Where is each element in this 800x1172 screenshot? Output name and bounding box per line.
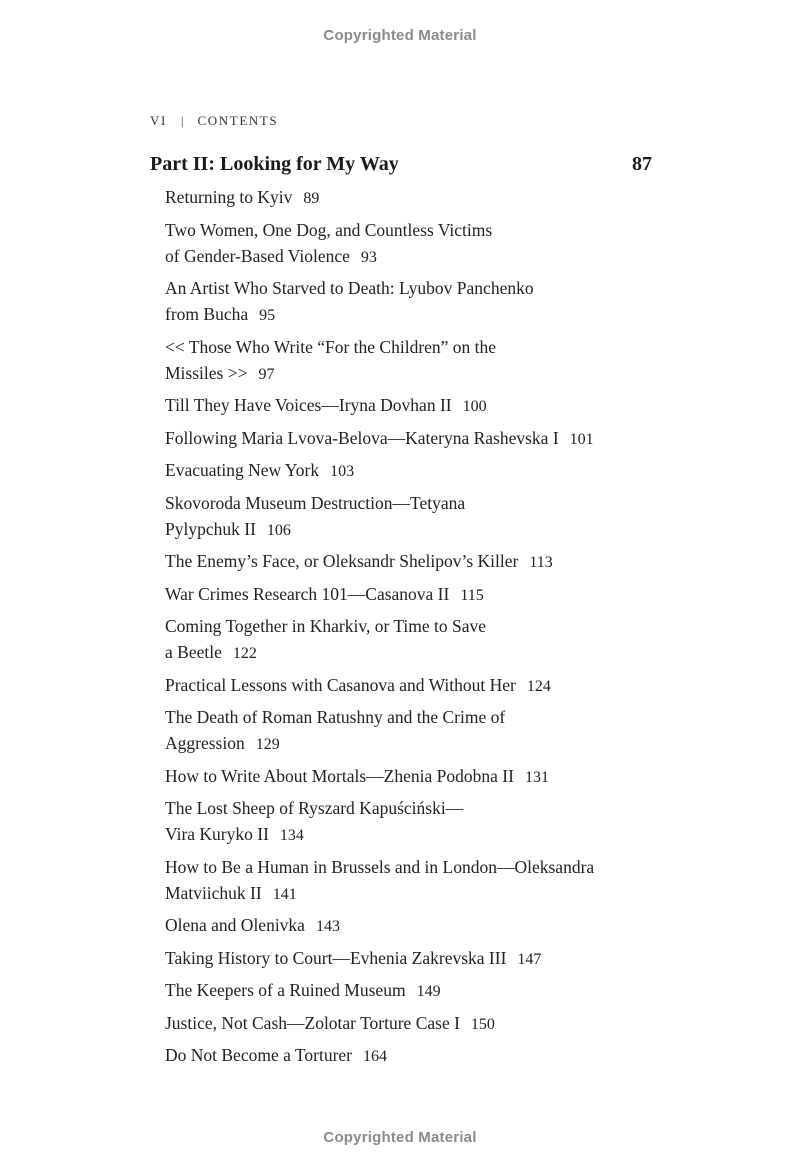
entry-title-line: An Artist Who Starved to Death: Lyubov Panchenko: [165, 278, 534, 298]
entry-page-number: 134: [279, 827, 304, 844]
entry-title-line: Taking History to Court—Evhenia Zakrevska III: [165, 947, 507, 968]
entry-page-number: 131: [524, 768, 549, 786]
contents-entry: [165, 613, 665, 667]
entry-page-number: 106: [266, 521, 291, 539]
entry-title-line: Following Maria Lvova-Belova—Kateryna Rashevska I: [165, 427, 559, 448]
entry-page-number: 150: [470, 1015, 495, 1033]
entry-title-line: How to Be a Human in Brussels and in London—Oleksandra: [165, 856, 595, 877]
contents-entry: [165, 457, 665, 485]
entry-page-number: 115: [460, 586, 484, 604]
running-head-label: CONTENTS: [197, 113, 279, 128]
entry-title-line: Skovoroda Museum Destruction—Tetyana: [165, 492, 466, 513]
contents-entry: [165, 425, 665, 453]
contents-entry: [165, 704, 665, 758]
entry-page-number: 164: [363, 1048, 388, 1065]
entry-title-line: Pylypchuk II: [165, 518, 256, 539]
contents-entry: [165, 795, 665, 849]
entry-page-number: 100: [462, 398, 487, 415]
entry-page-number: 113: [529, 554, 553, 571]
contents-entry: [165, 945, 665, 973]
contents-entry: [165, 854, 665, 908]
entry-page-number: 97: [258, 365, 275, 383]
entry-page-number: 103: [330, 463, 355, 480]
contents-entry: [165, 1042, 665, 1070]
contents-entry: [165, 672, 665, 700]
running-head: [150, 113, 278, 129]
contents-list: [165, 184, 665, 1075]
entry-page-number: 101: [569, 430, 594, 448]
contents-entry: [165, 184, 665, 212]
contents-entry: [165, 548, 665, 576]
entry-title-line: Olena and Olenivka: [165, 915, 305, 935]
entry-page-number: 141: [272, 885, 297, 903]
entry-title-line: Matviichuk II: [165, 882, 262, 903]
entry-title-line: Coming Together in Kharkiv, or Time to Save: [165, 616, 487, 636]
contents-entry: [165, 275, 665, 329]
copyright-watermark-top: Copyrighted Material: [323, 27, 477, 44]
entry-title-line: Two Women, One Dog, and Countless Victims: [165, 219, 493, 240]
contents-entry: [165, 1010, 665, 1038]
entry-title-line: a Beetle: [165, 642, 222, 662]
contents-entry: [165, 912, 665, 940]
entry-title-line: The Enemy’s Face, or Oleksandr Shelipov’s Killer: [165, 551, 519, 571]
entry-title-line: Till They Have Voices—Iryna Dovhan II: [165, 395, 452, 415]
entry-page-number: 122: [232, 645, 257, 662]
entry-title-line: Aggression: [165, 733, 245, 753]
entry-page-number: 129: [255, 736, 280, 753]
entry-page-number: 93: [360, 248, 377, 266]
entry-title-line: Missiles >>: [165, 362, 248, 383]
contents-entry: [165, 581, 665, 609]
entry-title-line: Evacuating New York: [165, 460, 320, 480]
entry-page-number: 89: [303, 190, 320, 207]
part-heading: [150, 153, 652, 176]
running-head-separator: |: [180, 113, 184, 128]
entry-title-line: Do Not Become a Torturer: [165, 1045, 353, 1065]
entry-title-line: << Those Who Write “For the Children” on the: [165, 336, 497, 357]
entry-title-line: of Gender-Based Violence: [165, 245, 350, 266]
entry-page-number: 124: [526, 677, 551, 695]
part-title: Part II: Looking for My Way: [150, 153, 399, 175]
contents-entry: [165, 763, 665, 791]
entry-title-line: The Keepers of a Ruined Museum: [165, 980, 406, 1000]
entry-title-line: Practical Lessons with Casanova and Without Her: [165, 674, 516, 695]
contents-entry: [165, 977, 665, 1005]
entry-page-number: 149: [416, 983, 441, 1000]
entry-title-line: How to Write About Mortals—Zhenia Podobna II: [165, 765, 514, 786]
part-page-number: 87: [632, 153, 652, 175]
entry-page-number: 95: [259, 307, 276, 324]
entry-title-line: The Death of Roman Ratushny and the Crime of: [165, 707, 506, 727]
copyright-watermark-bottom: Copyrighted Material: [323, 1129, 477, 1146]
entry-title-line: Returning to Kyiv: [165, 187, 293, 207]
entry-title-line: War Crimes Research 101—Casanova II: [165, 583, 450, 604]
entry-title-line: Justice, Not Cash—Zolotar Torture Case I: [165, 1012, 460, 1033]
folio: VI: [150, 113, 167, 128]
entry-title-line: Vira Kuryko II: [165, 824, 269, 844]
entry-page-number: 143: [315, 918, 340, 935]
contents-entry: [165, 334, 665, 388]
entry-title-line: from Bucha: [165, 304, 249, 324]
entry-page-number: 147: [517, 950, 542, 968]
contents-entry: [165, 392, 665, 420]
entry-title-line: The Lost Sheep of Ryszard Kapuściński—: [165, 798, 464, 818]
contents-entry: [165, 217, 665, 271]
contents-entry: [165, 490, 665, 544]
